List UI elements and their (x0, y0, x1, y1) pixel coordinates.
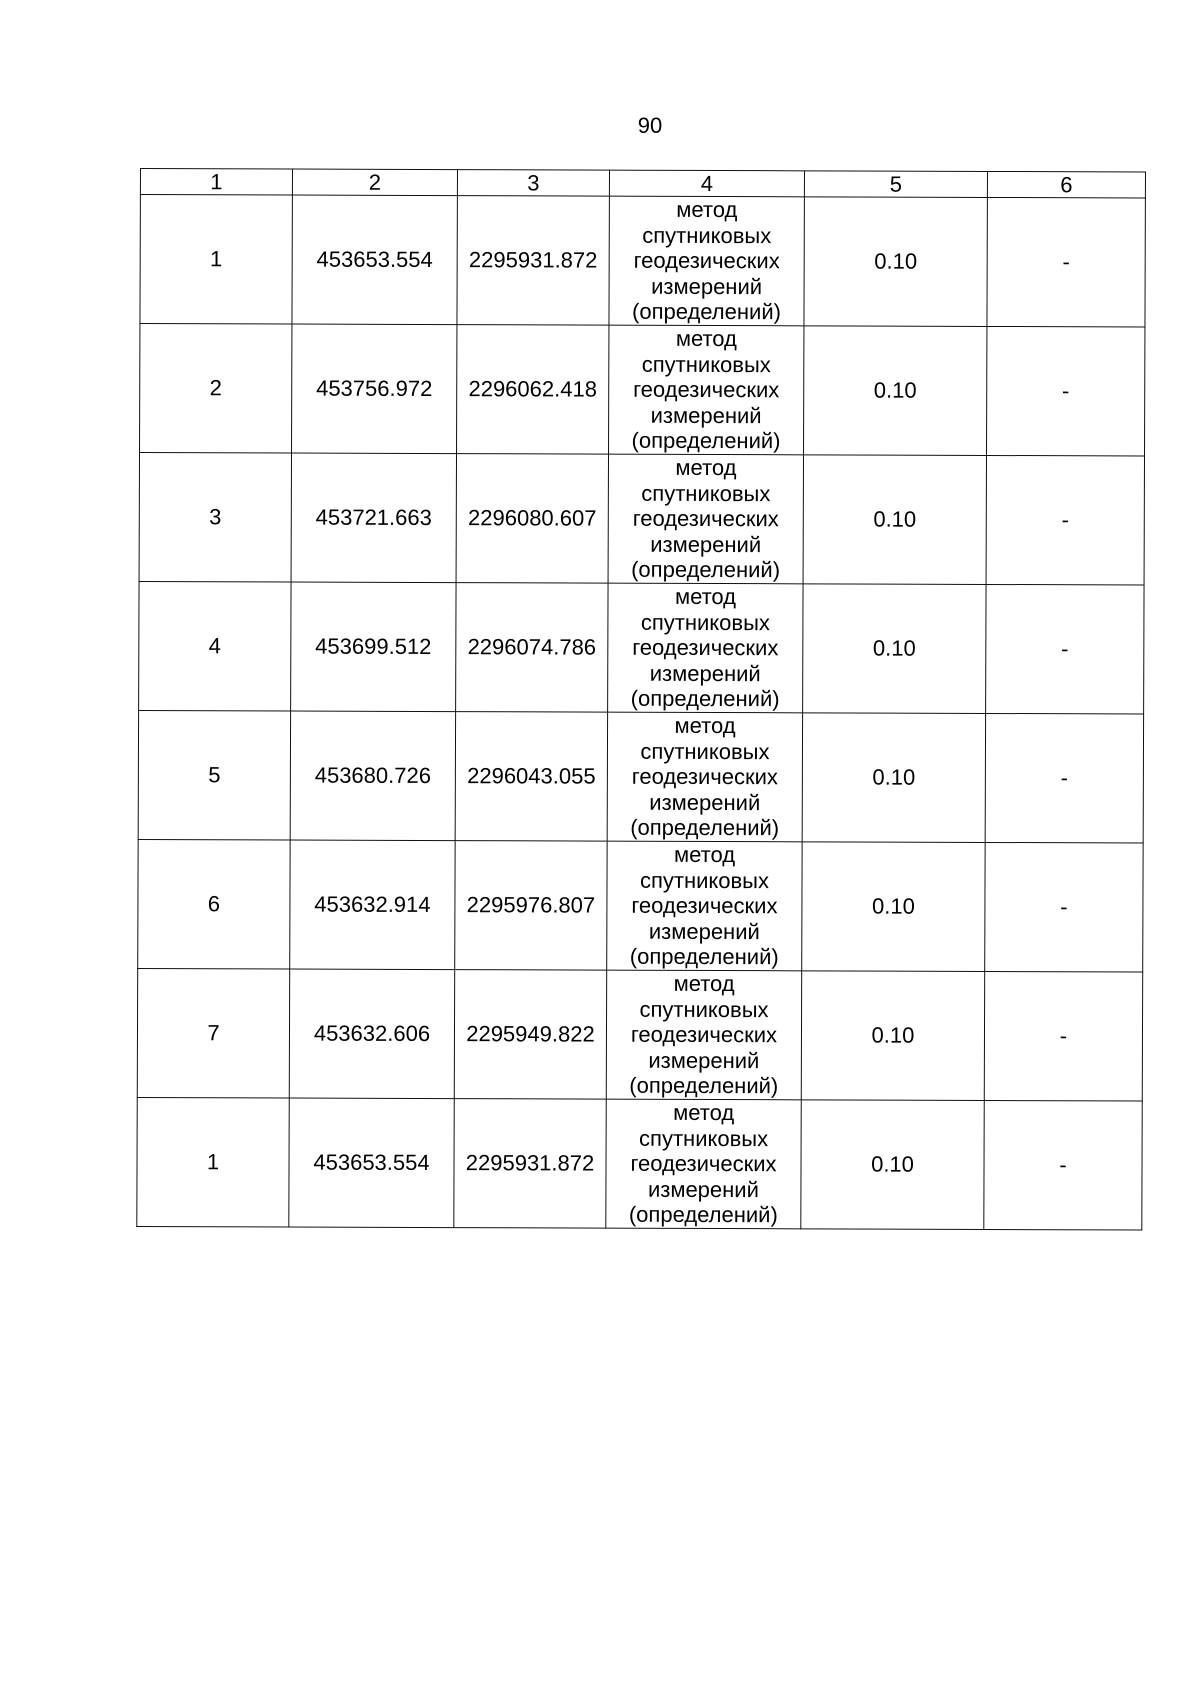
accuracy-value: 0.10 (803, 584, 986, 714)
point-number: 7 (137, 968, 289, 1098)
method-cell (607, 712, 802, 842)
method-line: (определений) (631, 427, 781, 454)
method-line: (определений) (630, 685, 780, 712)
table-body (137, 195, 1146, 1231)
accuracy-value: 0.10 (801, 971, 984, 1101)
method-line: (определений) (629, 943, 779, 970)
table-row (138, 710, 1143, 843)
coordinate-x: 453653.554 (289, 1098, 454, 1228)
accuracy-value: 0.10 (804, 197, 987, 327)
coordinate-x: 453653.554 (292, 195, 457, 325)
method-line: спутниковых (641, 351, 771, 377)
method-line: (определений) (629, 1072, 779, 1099)
method-line: геодезических (630, 1021, 778, 1048)
method-line: метод (675, 455, 737, 481)
method-line: измерений (651, 273, 763, 299)
method-line: (определений) (631, 298, 782, 325)
note-value: - (987, 326, 1145, 456)
method-line: спутниковых (639, 1125, 769, 1151)
method-line: измерений (649, 789, 761, 815)
table-row (139, 453, 1144, 586)
coordinate-x: 453756.972 (292, 324, 457, 454)
method-line: геодезических (632, 634, 779, 661)
note-value: - (986, 584, 1144, 714)
coordinate-x: 453680.726 (290, 711, 455, 841)
coordinate-y: 2295931.872 (457, 196, 609, 326)
note-value: - (984, 971, 1142, 1101)
method-line: спутниковых (641, 480, 771, 506)
table-row (139, 581, 1144, 714)
table-row (138, 839, 1143, 972)
column-header-2: 2 (292, 169, 457, 196)
point-number: 2 (140, 324, 292, 454)
method-cell (607, 841, 802, 971)
coordinate-x: 453632.914 (290, 840, 455, 970)
method-line: метод (674, 584, 737, 610)
method-line: геодезических (632, 505, 779, 532)
method-line: спутниковых (639, 996, 769, 1022)
method-cell (609, 196, 804, 326)
coordinates-table (136, 168, 1146, 1231)
accuracy-value: 0.10 (804, 326, 987, 456)
note-value: - (985, 842, 1143, 972)
column-header-6: 6 (987, 171, 1145, 198)
method-line: спутниковых (639, 867, 770, 893)
method-line: геодезических (631, 892, 778, 919)
page-number: 90 (637, 113, 663, 138)
method-line: измерений (648, 1047, 760, 1073)
coordinate-y: 2295976.807 (455, 841, 607, 971)
accuracy-value: 0.10 (802, 842, 985, 972)
column-header-5: 5 (804, 171, 987, 198)
method-line: геодезических (630, 1150, 777, 1177)
coordinate-y: 2295949.822 (454, 970, 606, 1100)
column-header-3: 3 (457, 170, 609, 197)
table-row (137, 1097, 1142, 1230)
coordinate-y: 2296043.055 (455, 712, 607, 842)
method-line: (определений) (628, 1201, 778, 1228)
note-value: - (987, 197, 1145, 327)
method-line: (определений) (631, 556, 781, 583)
note-value: - (986, 455, 1144, 585)
point-number: 1 (140, 195, 292, 325)
method-line: спутниковых (640, 609, 770, 635)
coordinate-x: 453699.512 (291, 582, 456, 712)
method-line: геодезических (631, 763, 778, 790)
coordinate-y: 2295931.872 (454, 1099, 606, 1229)
method-line: (определений) (630, 814, 780, 841)
coordinate-x: 453721.663 (291, 453, 456, 583)
method-line: измерений (650, 531, 762, 557)
method-cell (609, 325, 804, 455)
table-row (140, 195, 1145, 328)
method-cell (608, 454, 803, 584)
method-line: геодезических (633, 247, 780, 274)
coordinate-y: 2296062.418 (457, 325, 609, 455)
column-header-4: 4 (609, 170, 804, 197)
accuracy-value: 0.10 (803, 455, 986, 585)
table-row (140, 324, 1145, 457)
method-line: спутниковых (640, 738, 770, 764)
method-line: метод (674, 842, 736, 868)
method-line: метод (674, 713, 736, 739)
point-number: 6 (138, 839, 290, 969)
accuracy-value: 0.10 (801, 1100, 984, 1230)
method-line: метод (675, 326, 737, 352)
note-value: - (985, 713, 1143, 843)
method-line: измерений (650, 402, 762, 428)
method-line: измерений (648, 918, 760, 944)
table-header (140, 169, 1145, 199)
column-header-1: 1 (140, 169, 292, 196)
coordinate-y: 2296074.786 (456, 583, 608, 713)
method-line: спутниковых (642, 222, 772, 248)
header-row (140, 169, 1145, 199)
coordinate-y: 2296080.607 (456, 454, 608, 584)
point-number: 5 (138, 710, 290, 840)
point-number: 3 (139, 453, 291, 583)
table-row (137, 968, 1142, 1101)
method-cell (608, 583, 803, 713)
note-value: - (984, 1100, 1142, 1230)
method-line: измерений (647, 1176, 759, 1202)
method-line: геодезических (633, 376, 780, 403)
method-line: метод (673, 1100, 735, 1126)
point-number: 4 (139, 581, 291, 711)
accuracy-value: 0.10 (802, 713, 985, 843)
point-number: 1 (137, 1097, 289, 1227)
method-line: измерений (649, 660, 761, 686)
method-cell (606, 970, 801, 1100)
coordinate-x: 453632.606 (289, 969, 454, 1099)
method-line: метод (676, 197, 738, 223)
method-cell (606, 1099, 801, 1229)
method-line: метод (673, 971, 735, 997)
